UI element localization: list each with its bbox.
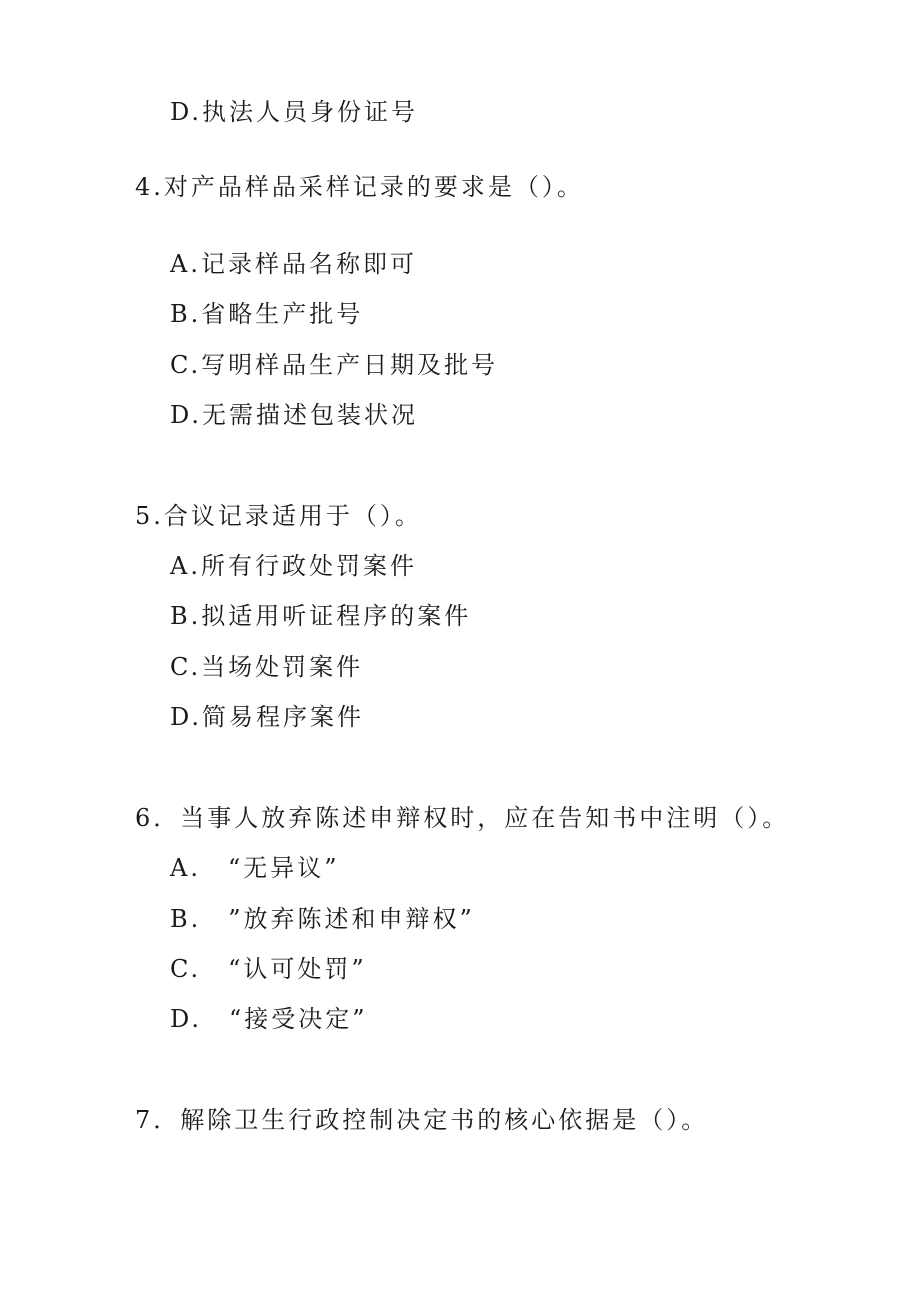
q5-option-d: D.简易程序案件 [170, 703, 365, 731]
q6-option-b: B. ”放弃陈述和申辩权” [170, 905, 475, 933]
q6-option-a: A. “无异议” [170, 854, 340, 882]
q5-option-c: C.当场处罚案件 [170, 653, 364, 681]
q6-option-c: C. “认可处罚” [170, 955, 367, 983]
question-6: 6．当事人放弃陈述申辩权时，应在告知书中注明（）。 [135, 804, 790, 832]
q4-option-a: A.记录样品名称即可 [170, 250, 417, 278]
question-5: 5.合议记录适用于（）。 [135, 502, 422, 530]
question-7: 7．解除卫生行政控制决定书的核心依据是（）。 [135, 1106, 709, 1134]
q4-option-b: B.省略生产批号 [170, 300, 364, 328]
q5-option-b: B.拟适用听证程序的案件 [170, 602, 472, 630]
question-4: 4.对产品样品采样记录的要求是（）。 [135, 173, 584, 201]
q4-option-d: D.无需描述包装状况 [170, 401, 419, 429]
q4-option-c: C.写明样品生产日期及批号 [170, 351, 499, 379]
q6-option-d: D. “接受决定” [170, 1005, 368, 1033]
q5-option-a: A.所有行政处罚案件 [170, 552, 417, 580]
q3-option-d: D.执法人员身份证号 [170, 98, 419, 126]
